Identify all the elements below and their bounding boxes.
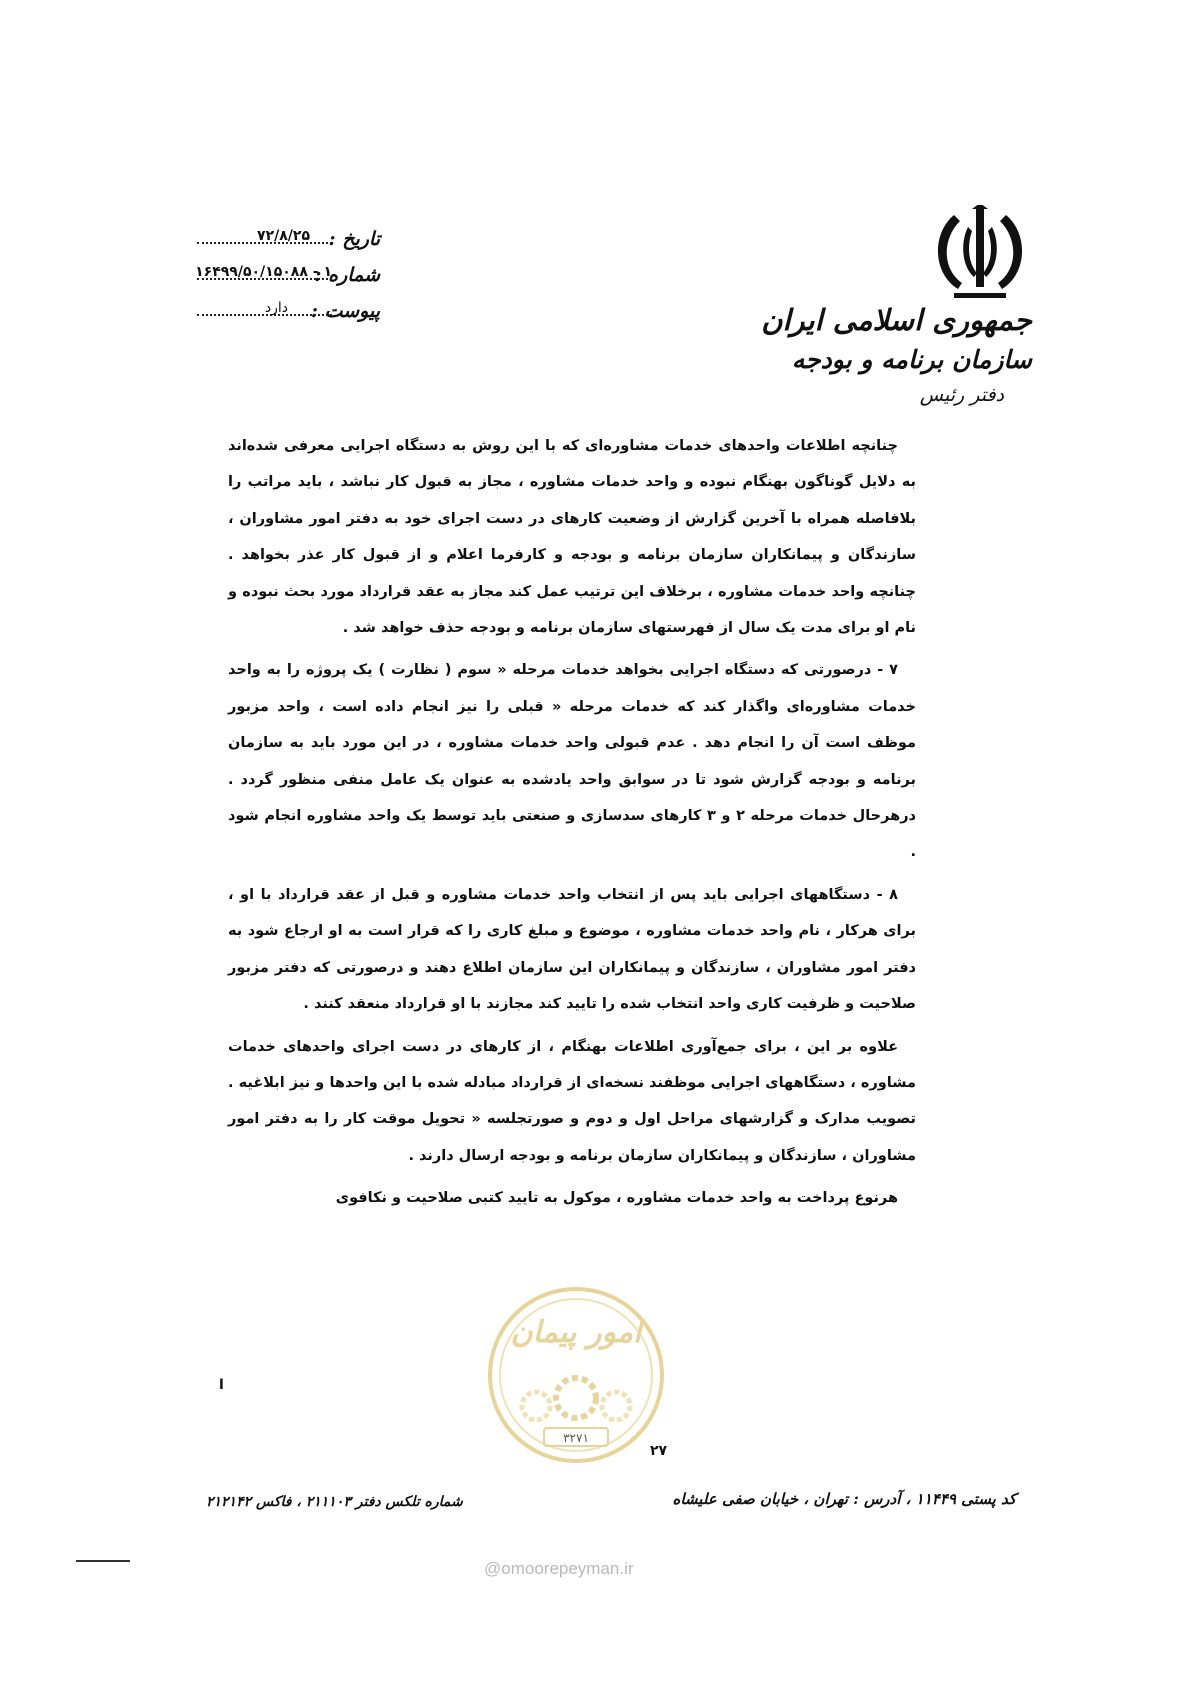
attachment-value: دارد: [264, 300, 288, 316]
number-row: [140, 264, 380, 300]
stamp-title: امور پیمان: [510, 1315, 642, 1350]
paragraph-9: [228, 1029, 916, 1175]
letter-body: [228, 428, 916, 1217]
organization-name: سازمان برنامه و بودجه: [791, 345, 1032, 374]
omoor-peyman-stamp: [486, 1280, 666, 1470]
paragraph-10-text: هرنوع پرداخت به واحد خدمات مشاوره ، موکول به تایید کتبی صلاحیت و نکافوی: [335, 1190, 898, 1207]
attachment-label: پیوست :: [310, 300, 380, 322]
letterhead: [761, 300, 1032, 410]
paragraph-8-text: ۸ - دستگاههای اجرایی باید پس از انتخاب واحد خدمات مشاوره و قبل از عقد قرارداد با او ، برای هرکار ، نام واحد خدمات مشاوره ، موضوع و مبلغ کاری را که قرار است به او ارجاع شود به دفتر امور مشاوران ، سازندگان و پیمانکاران این سازمان اطلاع دهند و درصورتی که دفتر مزبور صلاحیت و ظرفیت کاری واحد انتخاب شده را تایید کند مجازند با او قرارداد منعقد کنند .: [228, 886, 916, 1013]
country-name: جمهوری اسلامی ایران: [761, 303, 1032, 337]
paragraph-7-text: ۷ - درصورتی که دستگاه اجرایی بخواهد خدمات مرحله « سوم ( نظارت ) یک پروژه را به واحد خدمات مشاوره‌ای واگذار کند که خدمات مرحله « قبلی را نیز انجام داده است ، واحد مزبور موظف است آن را انجام دهد . عدم قبولی واحد خدمات مشاوره ، در این مورد باید به سازمان برنامه و بودجه گزارش شود تا در سوابق واحد یادشده به عنوان یک عامل منفی منظور گردد . درهرحال خدمات مرحله ۲ و ۳ کارهای سدسازی و صنعتی باید توسط یک واحد مشاوره انجام شود .: [228, 662, 916, 861]
source-watermark: @omoorepeyman.ir: [484, 1559, 634, 1578]
date-label: تاریخ :: [328, 228, 380, 250]
attachment-row: [140, 300, 380, 336]
page-number: ۲۷: [650, 1443, 668, 1459]
paragraph-8: [228, 877, 916, 1023]
paragraph-1: [228, 428, 916, 646]
corner-line: [76, 1560, 130, 1562]
paragraph-1-text: چنانچه اطلاعات واحدهای خدمات مشاوره‌ای که با این روش به دستگاه اجرایی معرفی شده‌اند به دلایل گوناگون بهنگام نبوده و واحد خدمات مشاوره ، مجاز به قبول کار نباشد ، باید مراتب را بلافاصله همراه با آخرین گزارش از وضعیت کارهای در دست اجرای خود به دفتر امور مشاوران ، سازندگان و پیمانکاران سازمان برنامه و بودجه و کارفرما اعلام و از قبول کار عذر بخواهد . چنانچه واحد خدمات مشاوره ، برخلاف این ترتیب عمل کند مجاز به عقد قرارداد مورد بحث نبوده و نام او برای مدت یک سال از فهرستهای سازمان برنامه و بودجه حذف خواهد شد .: [228, 438, 916, 637]
stamp-number: ۳۲۷۱: [563, 1431, 589, 1445]
paragraph-10: [228, 1180, 916, 1216]
number-value: ۱۶۴۹۹/۵۰/۱۵۰۸۸ - ۱: [195, 264, 332, 280]
number-label: شماره :: [314, 264, 380, 286]
paragraph-7: [228, 652, 916, 870]
footer-telex-fax: شماره تلکس دفتر ۲۱۱۱۰۳ ، فاکس ۲۱۲۱۴۲: [206, 1494, 463, 1510]
paragraph-9-text: علاوه بر این ، برای جمع‌آوری اطلاعات بهنگام ، از کارهای در دست اجرای واحدهای خدمات مشاوره ، دستگاههای اجرایی موظفند نسخه‌ای از قرارداد مبادله شده با این واحدها و نیز ابلاغیه . تصویب مدارک و گزارشهای مراحل اول و دوم و صورتجلسه « تحویل موقت کار را به دفتر امور مشاوران ، سازندگان و پیمانکاران سازمان برنامه و بودجه ارسال دارند .: [228, 1038, 916, 1164]
office-name: دفتر رئیس: [919, 384, 1004, 406]
date-row: [140, 228, 380, 264]
letter-meta: [140, 228, 380, 336]
margin-mark: ا: [219, 1377, 224, 1393]
date-value: ۷۲/۸/۲۵: [257, 228, 310, 244]
footer-address: کد پستی ۱۱۴۴۹ ، آدرس : تهران ، خیابان صفی علیشاه: [672, 1490, 1016, 1508]
iran-emblem-icon: [924, 205, 1036, 305]
